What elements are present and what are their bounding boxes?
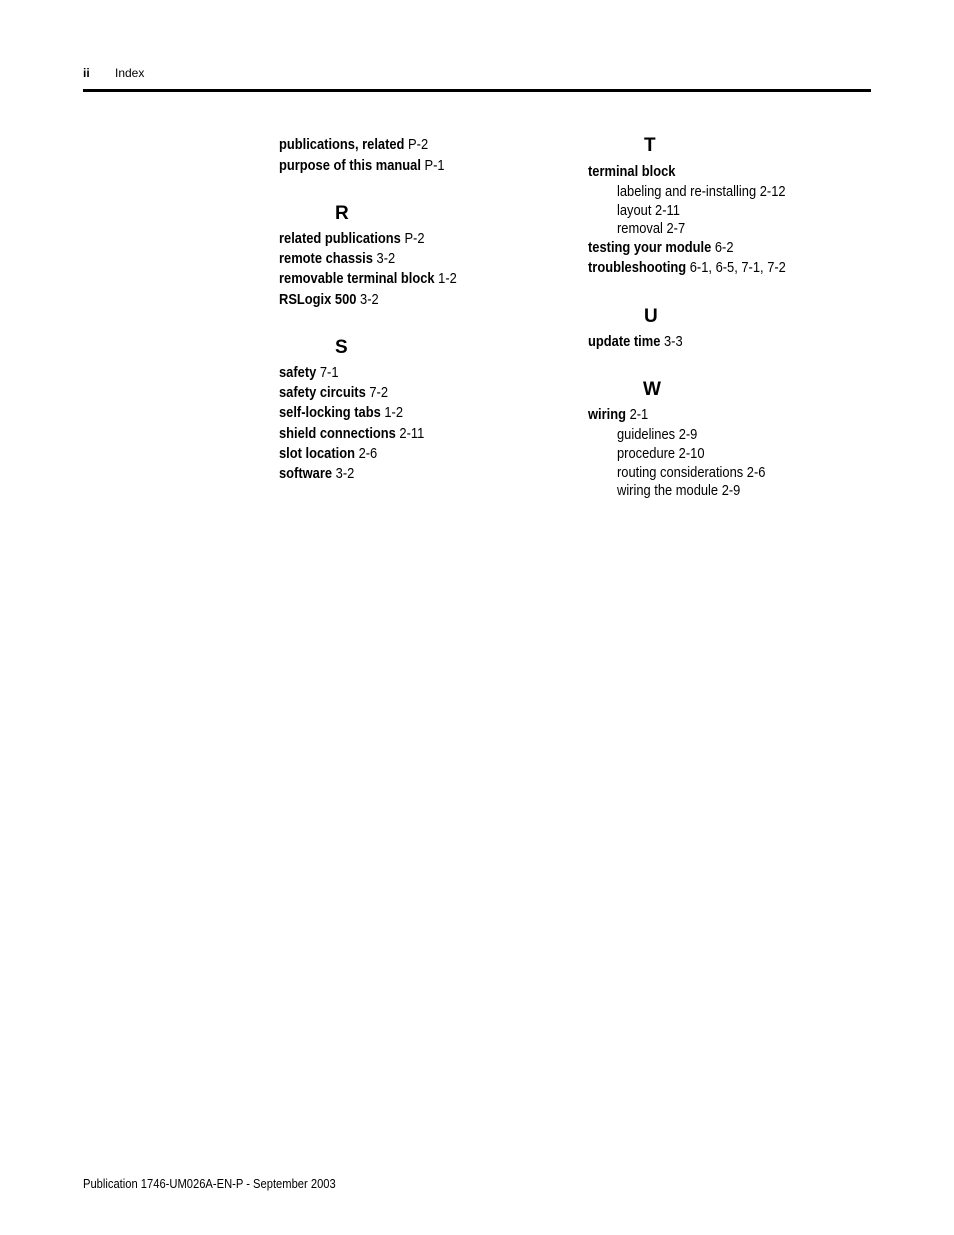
index-entry: software 3-2 <box>279 465 355 482</box>
index-entry: safety circuits 7-2 <box>279 384 389 401</box>
index-subentry: layout 2-11 <box>617 202 680 219</box>
index-entry: RSLogix 500 3-2 <box>279 291 379 308</box>
index-letter-t: T <box>644 135 656 156</box>
index-entry: self-locking tabs 1-2 <box>279 404 404 421</box>
header-rule <box>83 89 871 92</box>
index-subentry: procedure 2-10 <box>617 445 705 462</box>
index-entry: shield connections 2-11 <box>279 425 425 442</box>
index-entry: purpose of this manual P-1 <box>279 157 445 174</box>
index-entry: remote chassis 3-2 <box>279 250 396 267</box>
index-entry: wiring 2-1 <box>588 406 649 423</box>
index-subentry: wiring the module 2-9 <box>617 482 741 499</box>
page-number: ii <box>83 66 90 80</box>
index-entry: publications, related P-2 <box>279 136 429 153</box>
index-letter-u: U <box>644 306 658 327</box>
index-entry: testing your module 6-2 <box>588 239 734 256</box>
index-letter-w: W <box>643 379 661 400</box>
index-entry: troubleshooting 6-1, 6-5, 7-1, 7-2 <box>588 259 786 276</box>
section-title: Index <box>115 66 145 80</box>
index-entry: slot location 2-6 <box>279 445 378 462</box>
index-letter-r: R <box>335 203 349 224</box>
index-letter-s: S <box>335 337 348 358</box>
index-subentry: routing considerations 2-6 <box>617 464 766 481</box>
index-entry: terminal block <box>588 163 676 180</box>
index-subentry: guidelines 2-9 <box>617 426 698 443</box>
index-entry: related publications P-2 <box>279 230 425 247</box>
index-subentry: labeling and re-installing 2-12 <box>617 183 786 200</box>
index-subentry: removal 2-7 <box>617 220 686 237</box>
index-entry: safety 7-1 <box>279 364 339 381</box>
page-footer: Publication 1746-UM026A-EN-P - September 2003 <box>83 1176 336 1191</box>
index-entry: update time 3-3 <box>588 333 683 350</box>
index-entry: removable terminal block 1-2 <box>279 270 457 287</box>
